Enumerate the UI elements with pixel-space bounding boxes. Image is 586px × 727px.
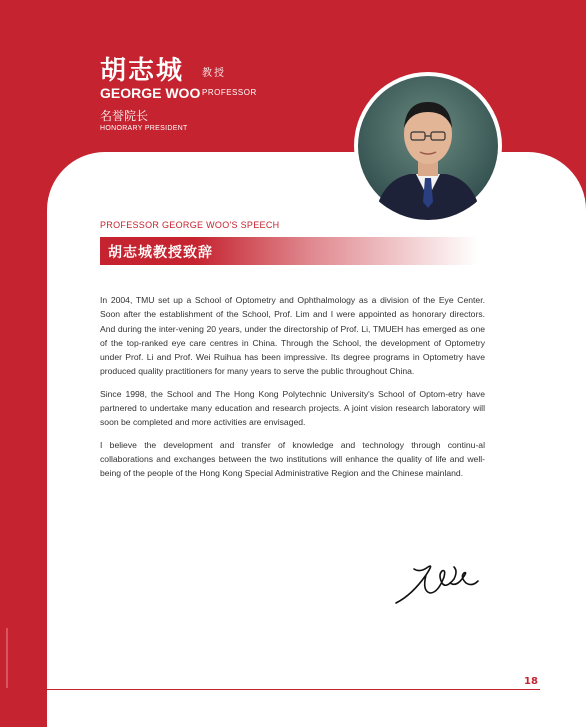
footer-rule xyxy=(47,689,540,690)
portrait-photo xyxy=(354,72,502,220)
paragraph-2: Since 1998, the School and The Hong Kong Polytechnic University's School of Optom-etry have partnered to undertake many education and research projects. A joint vision research laboratory will soon be completed and more activities are envisaged. xyxy=(100,388,485,428)
title-chinese: 教授 xyxy=(202,68,226,79)
name-english: GEORGE WOO xyxy=(100,85,201,101)
page-number: 18 xyxy=(524,676,538,687)
role-english: HONORARY PRESIDENT xyxy=(100,125,188,132)
name-chinese: 胡志城 xyxy=(100,56,185,86)
speech-heading-english: PROFESSOR GEORGE WOO'S SPEECH xyxy=(100,220,280,230)
title-english: PROFESSOR xyxy=(202,88,257,97)
paragraph-1: In 2004, TMU set up a School of Optometry and Ophthalmology as a division of the Eye Center. Soon after the establishment of the School, Prof. Lim and I were appointed as honorary directors. And during the inter-vening 20 years, under the directorship of Prof. Li, TMUEH has emerged as one of the top-ranked eye care centres in China. Through the School, the development of Optometry under Prof. Li and Prof. Wei Ruihua has been impressive. Its degree programs in Optometry have produced quality practitioners for many years to serve the public throughout China. xyxy=(100,295,485,377)
paragraph-3: I believe the development and transfer of knowledge and technology through continu-al collaborations and exchanges between the two institutions will enhance the quality of life and well-being of the people of the Hong Kong Special Administrative Region and the Chinese mainland. xyxy=(100,439,485,479)
signature-icon xyxy=(392,553,482,608)
speech-body xyxy=(100,293,485,489)
side-mark xyxy=(3,628,11,688)
signature xyxy=(392,553,482,608)
role-chinese: 名誉院长 xyxy=(100,109,149,123)
portrait-photo-icon xyxy=(354,72,502,220)
speech-heading-chinese: 胡志城教授致辞 xyxy=(108,245,213,261)
speech-heading-bar xyxy=(100,237,478,265)
